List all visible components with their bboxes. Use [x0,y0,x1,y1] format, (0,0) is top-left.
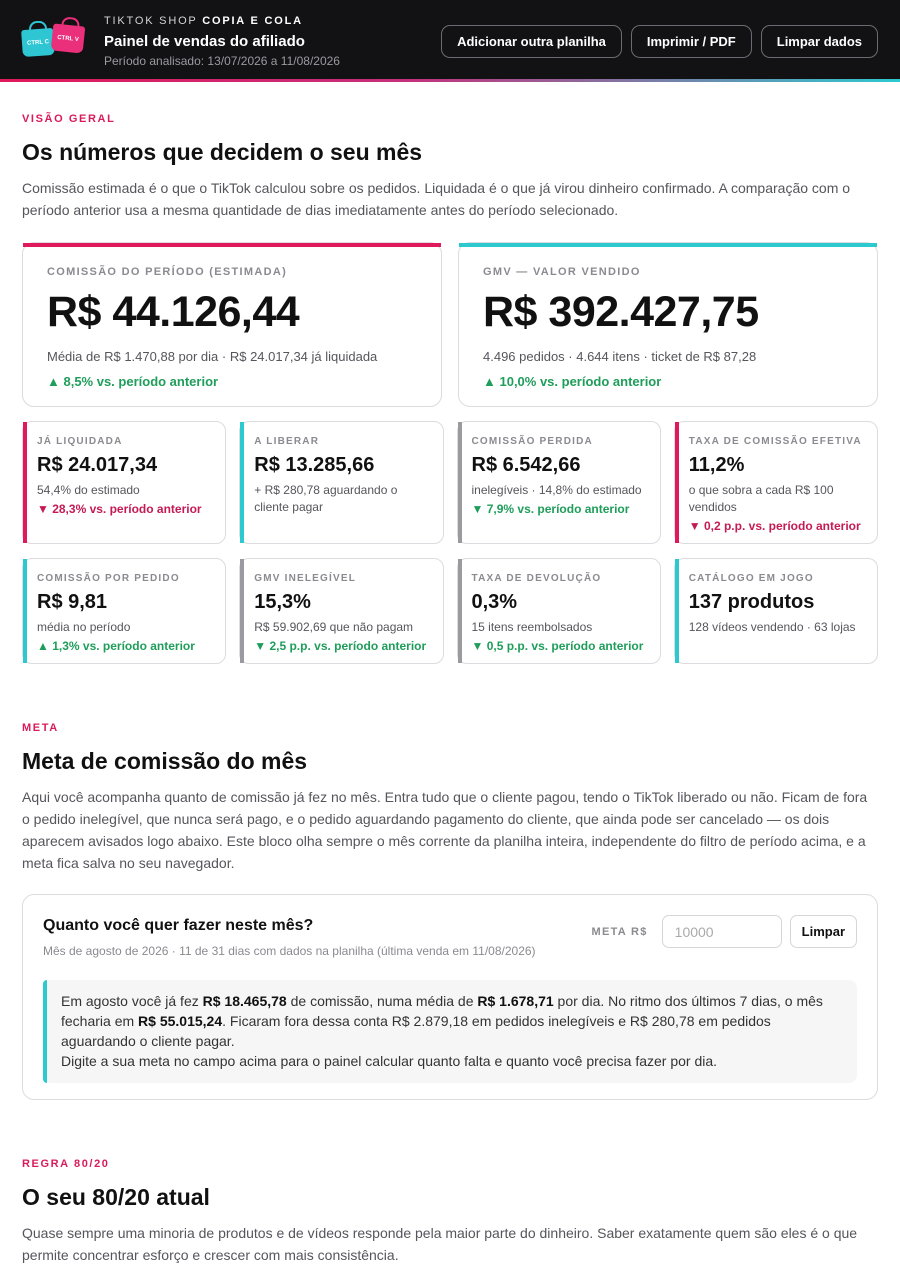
section-title: O seu 80/20 atual [22,1184,210,1210]
metric-value: 11,2% [688,454,745,476]
section-description: Aqui você acompanha quanto de comissão já fez no mês. Entra tudo que o cliente pagou, tendo o TikTok liberado ou não. Ficam de fora o pedido inelegível, que nunca será pago, e o pedido aguardando pagamento do cliente, que ainda pode ser cancelado — os dois aparecem avisados logo abaixo. Este bloco olha sempre o mês corrente da planilha inteira, independente do filtro de período acima, e a meta fica salva no seu navegador. [22,789,868,871]
metric-trend: ▼ 28,3% vs. período anterior [37,502,202,516]
clear-data-button[interactable]: Limpar dados [761,25,878,58]
brand-block [104,15,340,68]
metric-description: + R$ 280,78 aguardando o cliente pagar [254,483,398,514]
metric-label: TAXA DE COMISSÃO EFETIVA [688,436,862,447]
metric-card-ineligible-gmv [239,558,443,664]
metric-trend: ▼ 0,2 p.p. vs. período anterior [688,519,861,533]
metric-value: R$ 24.017,34 [37,454,158,476]
rule-8020-section [22,1100,878,1266]
metric-description: inelegíveis · 14,8% do estimado [471,483,642,497]
section-title: Meta de comissão do mês [22,748,308,774]
metric-trend: ▼ 2,5 p.p. vs. período anterior [254,639,427,653]
section-eyebrow: VISÃO GERAL [22,113,116,125]
metric-value: R$ 392.427,75 [483,288,759,336]
metric-value: 137 produtos [688,591,815,613]
logo [22,21,86,61]
metric-label: A LIBERAR [254,436,320,447]
metric-value: R$ 13.285,66 [254,454,375,476]
goal-input[interactable] [662,915,782,948]
goal-card [22,894,878,1100]
goal-summary-text: Em agosto você já fez R$ 18.465,78 de comissão, numa média de R$ 1.678,71 por dia. No ritmo dos últimos 7 dias, o mês fecharia em R$ 55.015,24. Ficaram fora dessa conta R$ 2.879,18 em pedidos inelegíveis e R$ 280,78 em pedidos aguardando o cliente pagar. [61,993,823,1049]
metric-description: o que sobra a cada R$ 100 vendidos [688,483,834,514]
metric-description: média no período [37,620,131,634]
card-accent-bar [675,559,679,663]
metric-description: 128 vídeos vendendo · 63 lojas [688,620,856,634]
metric-trend: ▼ 7,9% vs. período anterior [471,502,630,516]
metric-card-settled [22,421,226,544]
metric-label: CATÁLOGO EM JOGO [688,573,814,584]
clear-goal-button[interactable]: Limpar [790,915,857,948]
metric-label: COMISSÃO PERDIDA [471,436,593,447]
metric-card-commission-per-order [22,558,226,664]
shopping-bag-icon: CTRL C [21,28,55,57]
metric-label: JÁ LIQUIDADA [37,436,123,447]
metric-grid-row-2 [22,558,878,664]
metric-card-gmv [458,242,878,407]
metric-trend: ▲ 1,3% vs. período anterior [37,639,195,653]
metric-value: 0,3% [471,591,518,613]
goal-input-label: META R$ [591,925,648,938]
metric-grid-row-1 [22,421,878,544]
card-accent-bar [675,422,679,543]
metric-label: COMISSÃO POR PEDIDO [37,573,180,584]
headline-metrics [22,242,878,407]
metric-label: TAXA DE DEVOLUÇÃO [471,573,602,584]
metric-card-lost-commission [457,421,661,544]
period-label: Período analisado: 13/07/2026 a 11/08/2026 [104,53,340,68]
app-header [0,0,900,82]
header-actions [441,25,878,58]
metric-card-commission [22,242,442,407]
card-accent-bar [240,422,244,543]
shopping-bag-icon: CTRL V [51,23,86,53]
overview-section [22,82,878,664]
goal-section [22,664,878,1100]
metric-label: COMISSÃO DO PERÍODO (ESTIMADA) [47,266,288,278]
main-content [0,82,900,1266]
app-title: Painel de vendas do afiliado [104,32,305,50]
section-description: Quase sempre uma minoria de produtos e de vídeos responde pela maior parte do dinheiro. Saber exatamente quem são eles é o que permite concentrar esforço e crescer com mais consistência. [22,1225,858,1263]
metric-card-effective-rate [674,421,878,544]
section-eyebrow: REGRA 80/20 [22,1158,110,1170]
metric-label: GMV INELEGÍVEL [254,573,357,584]
metric-description: 15 itens reembolsados [471,620,593,634]
goal-summary [43,980,857,1083]
metric-card-return-rate [457,558,661,664]
metric-value: R$ 6.542,66 [471,454,581,476]
metric-description: Média de R$ 1.470,88 por dia · R$ 24.017,34 já liquidada [47,349,378,364]
metric-label: GMV — VALOR VENDIDO [483,266,641,278]
card-accent-bar [23,243,441,247]
metric-trend: ▲ 10,0% vs. período anterior [483,374,662,389]
metric-trend: ▼ 0,5 p.p. vs. período anterior [471,639,644,653]
card-accent-bar [458,422,462,543]
metric-description: R$ 59.902,69 que não pagam [254,620,414,634]
section-eyebrow: META [22,722,59,734]
goal-card-title: Quanto você quer fazer neste mês? [43,917,314,934]
metric-value: R$ 44.126,44 [47,288,300,336]
print-pdf-button[interactable]: Imprimir / PDF [631,25,752,58]
goal-controls [592,915,858,948]
metric-trend: ▲ 8,5% vs. período anterior [47,374,219,389]
metric-card-to-release [239,421,443,544]
goal-summary-hint: Digite a sua meta no campo acima para o painel calcular quanto falta e quanto você precisa fazer por dia. [61,1053,718,1069]
card-accent-bar [23,422,27,543]
add-sheet-button[interactable]: Adicionar outra planilha [441,25,622,58]
card-accent-bar [23,559,27,663]
card-accent-bar [458,559,462,663]
card-accent-bar [459,243,877,247]
goal-card-subtitle: Mês de agosto de 2026 · 11 de 31 dias com dados na planilha (última venda em 11/08/2026) [43,944,536,958]
metric-value: R$ 9,81 [37,591,108,613]
brand-name: TIKTOK SHOP COPIA E COLA [104,14,303,27]
metric-description: 54,4% do estimado [37,483,140,497]
section-title: Os números que decidem o seu mês [22,139,423,165]
summary-accent-bar [43,980,47,1083]
metric-description: 4.496 pedidos · 4.644 itens · ticket de R$ 87,28 [483,349,757,364]
card-accent-bar [240,559,244,663]
metric-value: 15,3% [254,591,311,613]
metric-card-catalog [674,558,878,664]
section-description: Comissão estimada é o que o TikTok calculou sobre os pedidos. Liquidada é o que já virou dinheiro confirmado. A comparação com o período anterior usa a mesma quantidade de dias imediatamente antes do período selecionado. [22,180,851,218]
